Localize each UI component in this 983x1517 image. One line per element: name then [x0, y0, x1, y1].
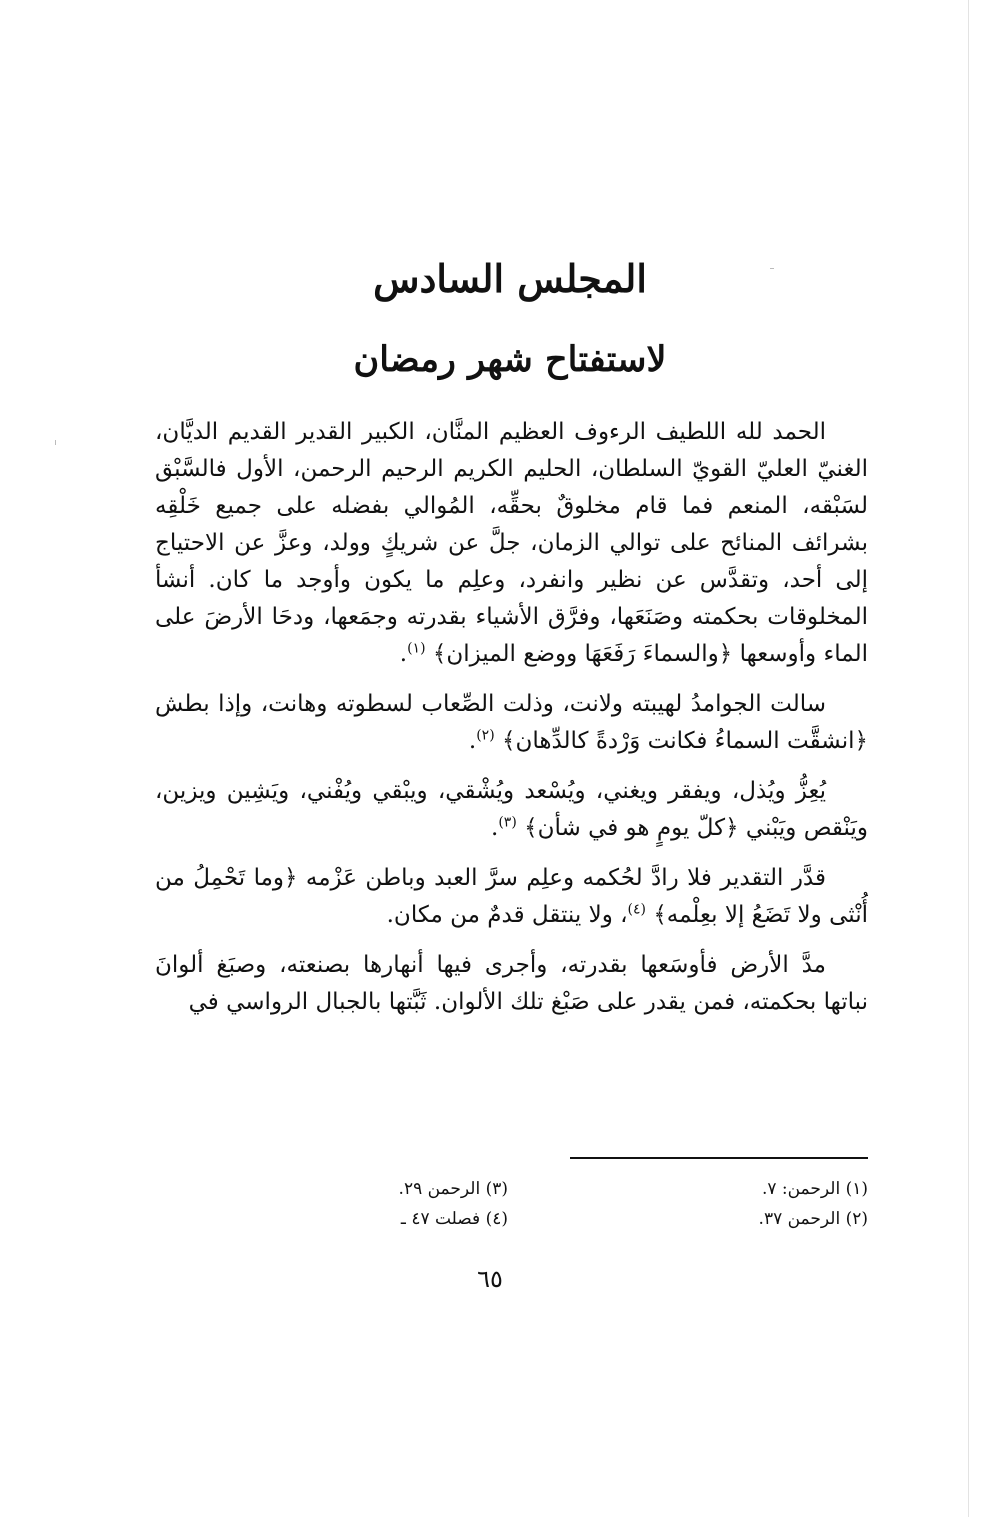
footnote: (١) الرحمن: ٧. — [761, 1179, 868, 1199]
body-text — [155, 414, 868, 1034]
paragraph: قدَّر التقدير فلا رادَّ لحُكمه وعلِم سرَّ العبد وباطن عَزْمه ﴿وما تَحْمِلُ من أُنْثى ولا تَضَعُ إلا بعِلْمه﴾ $^{(٤)}$، ولا ينتقل قدمٌ من مكان. — [155, 865, 868, 928]
footnotes-right-column — [638, 1174, 868, 1234]
scan-speck — [55, 440, 56, 445]
page-edge-line — [968, 0, 969, 1517]
paragraph: سالت الجوامدُ لهيبته ولانت، وذلت الصِّعاب لسطوته وهانت، وإذا بطش ﴿انشقَّت السماءُ فكانت وَرْدةً كالدِّهان﴾ $^{(٢)}$. — [155, 691, 868, 754]
footnotes — [330, 1174, 868, 1244]
footnote-separator — [570, 1157, 868, 1159]
footnotes-left-column — [278, 1174, 508, 1234]
chapter-subtitle: لاستفتاح شهر رمضان — [353, 339, 667, 380]
page-number: ٦٥ — [477, 1265, 503, 1293]
footnote-marker: (٤) — [627, 901, 646, 918]
paragraph: مدَّ الأرض فأوسَعها بقدرته، وأجرى فيها أنهارها بصنعته، وصبَغ ألوانَ نباتها بحكمته، فمن يقدر على صَبْغ تلك الألوان. ثَبَّتها بالجبال الرواسي في — [155, 952, 868, 1015]
footnote: (٣) الرحمن ٢٩. — [398, 1179, 508, 1199]
footnote-marker: (٣) — [498, 814, 517, 831]
footnote-marker: (١) — [407, 640, 426, 657]
paragraph: الحمد لله اللطيف الرءوف العظيم المنَّان، الكبير القدير القديم الديَّان، الغنيّ العليّ القويّ السلطان، الحليم الكريم الرحيم الرحمن، الأول فالسَّبْق لسَبْقه، المنعم فما قام مخلوقٌ بحقِّه، المُوالي بفضله على جميع خَلْقِه بشرائف المنائح على توالي الزمان، جلَّ عن شريكٍ وولد، وعزَّ عن الاحتياج إلى أحد، وتقدَّس عن نظير وانفرد، وعلِم ما يكون وأوجد ما كان. أنشأ المخلوقات بحكمته وصَنَعَها، وفرَّق الأشياء بقدرته وجمَعها، ودحَا الأرضَ على الماء وأوسعها ﴿والسماءَ رَفَعَهَا ووضع الميزان﴾ $^{(١)}$. — [155, 419, 868, 667]
footnote: (٢) الرحمن ٣٧. — [758, 1209, 868, 1229]
paragraph: يُعِزُّ ويُذل، ويفقر ويغني، ويُسْعد ويُشْقي، ويبْقي ويُفْني، ويَشِين ويزين، ويَنْقص ويَبْني ﴿كلّ يومٍ هو في شأن﴾ $^{(٣)}$. — [155, 778, 868, 841]
footnote: (٤) فصلت ٤٧ ـ — [400, 1209, 508, 1229]
footnote-marker: (٢) — [476, 727, 495, 744]
chapter-title: المجلس السادس — [373, 256, 647, 301]
